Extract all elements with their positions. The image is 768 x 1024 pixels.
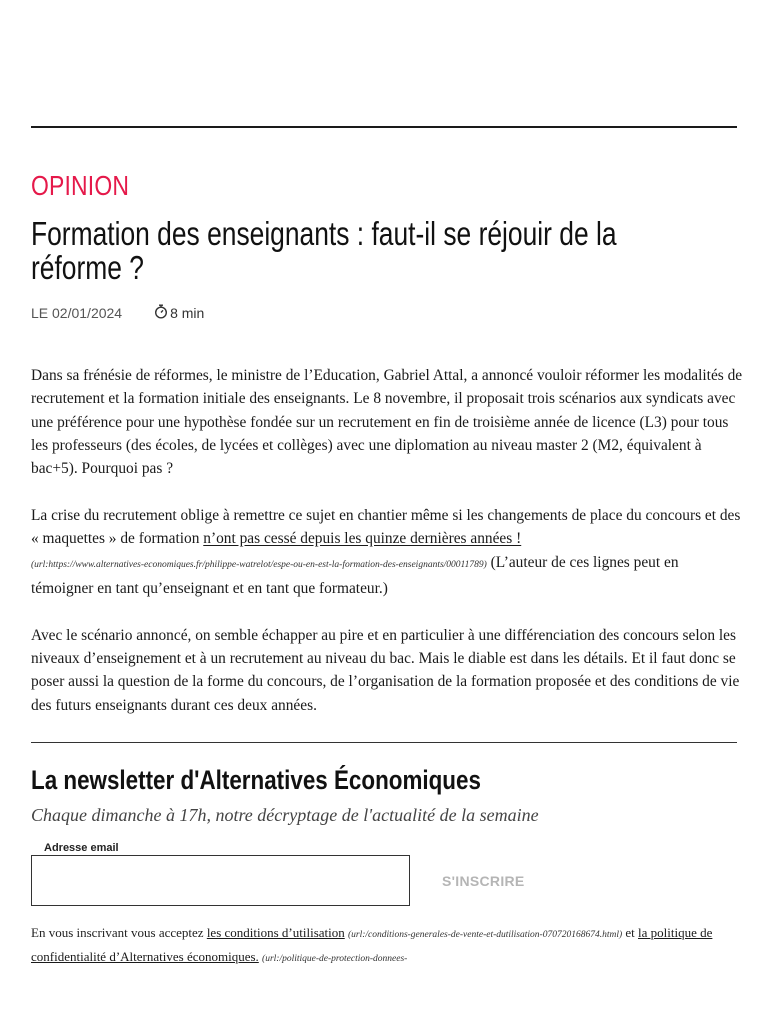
email-field-label: Adresse email xyxy=(39,842,124,854)
paragraph-2 xyxy=(31,504,743,600)
consent-text xyxy=(31,922,751,970)
article-body xyxy=(31,364,743,740)
privacy-link[interactable]: la politique de confidentialité d’Alternatives économiques. xyxy=(31,925,713,964)
article-meta xyxy=(31,304,204,322)
paragraph-3: Avec le scénario annoncé, on semble échapper au pire et en particulier à une différenciation des concours selon les niveaux d’enseignement et à un recrutement au niveau du bac. Mais le diable est dans les détails. Et il faut donc se poser aussi la question de la forme du concours, de l’organisation de la formation proposée et des conditions de vie des futurs enseignants durant ces deux années. xyxy=(31,626,740,714)
inline-article-link[interactable]: n’ont pas cessé depuis les quinze dernières années ! xyxy=(203,530,522,548)
terms-url-note: (url:/conditions-generales-de-vente-et-dutilisation-070720168674.html) xyxy=(348,930,623,940)
stopwatch-icon xyxy=(154,304,170,322)
link-url-note: (url:https://www.alternatives-economiques.fr/philippe-watrelot/espe-ou-en-est-la-formation-des-enseignants/00011789) xyxy=(31,559,487,570)
newsletter-title: La newsletter d'Alternatives Économiques xyxy=(31,765,481,795)
rubric-label[interactable]: OPINION xyxy=(31,170,130,201)
read-time xyxy=(154,304,204,322)
publish-date: LE 02/01/2024 xyxy=(31,305,123,321)
article-title: Formation des enseignants : faut-il se réjouir de la réforme ? xyxy=(31,215,617,286)
consent-prefix: En vous inscrivant vous acceptez xyxy=(31,925,207,940)
consent-middle: et xyxy=(622,925,639,940)
privacy-url-note: (url:/politique-de-protection-donnees- xyxy=(262,954,408,964)
paragraph-2-text: La crise du recrutement oblige à remettre ce sujet en chantier même si les changements de place du concours et des « maquettes » de formation xyxy=(31,506,741,548)
subscribe-button[interactable]: S'INSCRIRE xyxy=(436,866,530,896)
email-field[interactable] xyxy=(32,856,409,905)
newsletter-subtitle: Chaque dimanche à 17h, notre décryptage de l'actualité de la semaine xyxy=(31,805,539,825)
paragraph-2-after: (L’auteur de ces lignes peut en témoigner en tant qu’enseignant et en tant que formateur.) xyxy=(31,553,679,597)
terms-link[interactable]: les conditions d’utilisation xyxy=(206,925,345,940)
top-divider xyxy=(31,126,737,128)
newsletter-divider xyxy=(31,742,737,743)
paragraph-1: Dans sa frénésie de réformes, le ministre de l’Education, Gabriel Attal, a annoncé vouloir réformer les modalités de recrutement et la formation initiale des enseignants. Le 8 novembre, il proposait trois scénarios aux syndicats avec une préférence pour une hypothèse fondée sur un recrutement en fin de troisième année de licence (L3) pour tous les professeurs (des écoles, de lycées et collèges) avec une diplomation au niveau master 2 (M2, équivalent à bac+5). Pourquoi pas ? xyxy=(31,367,743,478)
read-time-value: 8 min xyxy=(170,305,205,321)
